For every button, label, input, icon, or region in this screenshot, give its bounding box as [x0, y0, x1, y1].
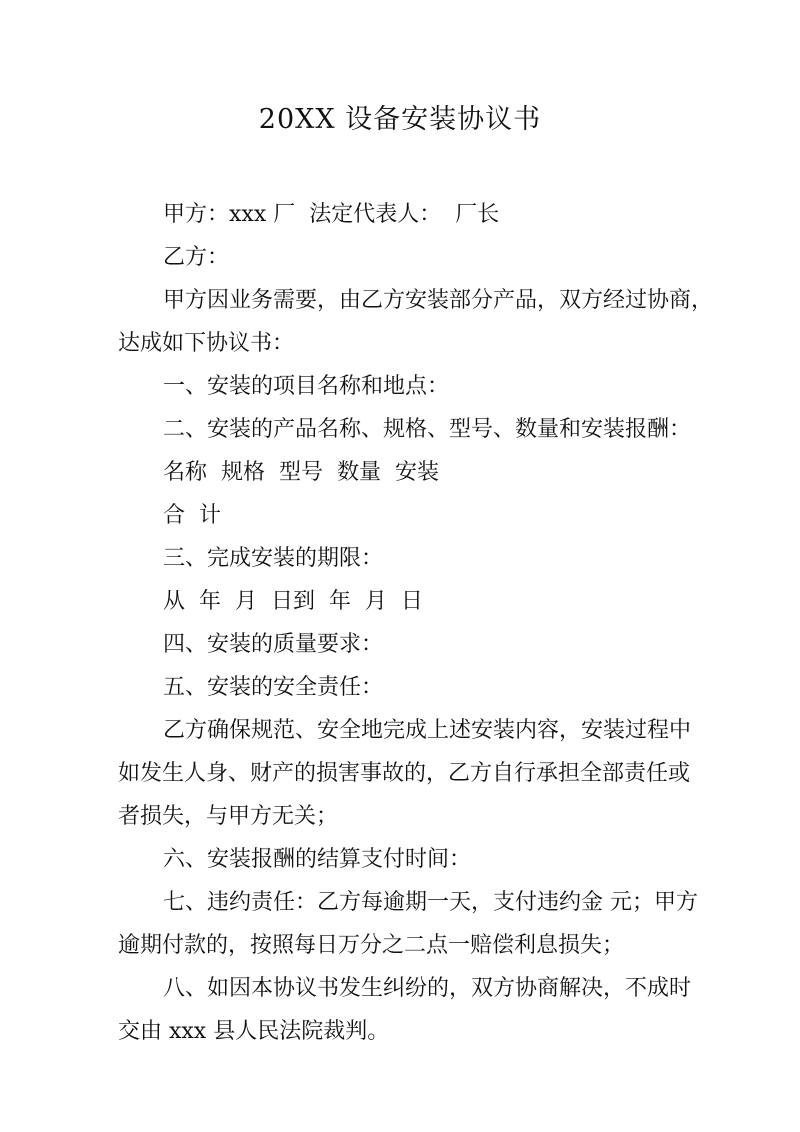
period-line: 从 年 月 日到 年 月 日	[163, 589, 423, 614]
clause-8-line-2: 交由 xxx 县人民法院裁判。	[118, 1019, 390, 1044]
intro-line-2: 达成如下协议书：	[118, 331, 295, 356]
party-a-line: 甲方：xxx 厂 法定代表人： 厂长	[163, 202, 500, 227]
safety-line-2: 如发生人身、财产的损害事故的，乙方自行承担全部责任或	[118, 761, 691, 786]
clause-7-line-1: 七、违约责任：乙方每逾期一天，支付违约金 元；甲方	[163, 890, 698, 915]
intro-line-1: 甲方因业务需要，由乙方安装部分产品，双方经过协商，	[163, 288, 714, 313]
clause-2-heading: 二、安装的产品名称、规格、型号、数量和安装报酬：	[163, 417, 692, 442]
clause-8-line-1: 八、如因本协议书发生纠纷的，双方协商解决，不成时	[163, 976, 692, 1001]
clause-4-heading: 四、安装的质量要求：	[163, 632, 384, 657]
clause-7-line-2: 逾期付款的，按照每日万分之二点一赔偿利息损失；	[118, 933, 625, 958]
clause-1-heading: 一、安装的项目名称和地点：	[163, 374, 450, 399]
safety-line-1: 乙方确保规范、安全地完成上述安装内容，安装过程中	[163, 718, 692, 743]
product-columns-line: 名称 规格 型号 数量 安装	[163, 460, 439, 485]
document-title: 20XX 设备安装协议书	[258, 104, 542, 135]
safety-line-3: 者损失，与甲方无关；	[118, 804, 339, 829]
clause-5-heading: 五、安装的安全责任：	[163, 675, 384, 700]
party-b-line: 乙方：	[163, 245, 230, 270]
total-line: 合 计	[163, 503, 221, 528]
clause-3-heading: 三、完成安装的期限：	[163, 546, 384, 571]
clause-6-heading: 六、安装报酬的结算支付时间：	[163, 847, 472, 872]
